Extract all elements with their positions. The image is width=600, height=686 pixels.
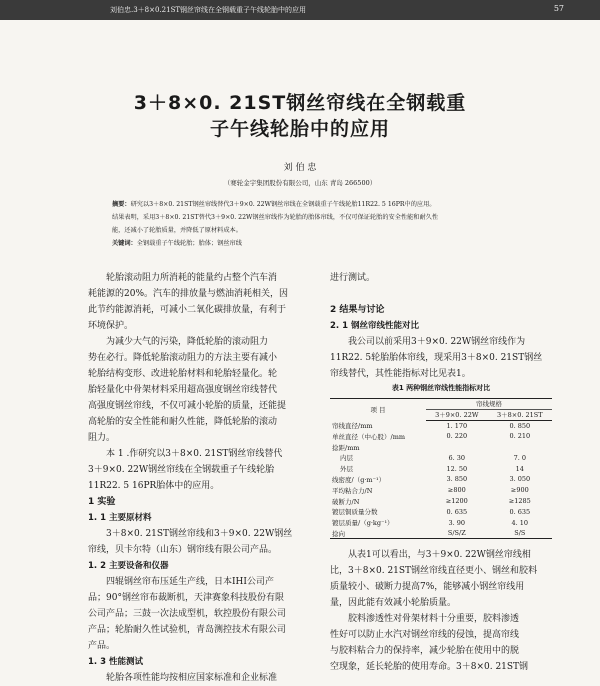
abstract-block [112, 198, 496, 250]
body-line: 产品。 [88, 641, 116, 651]
body-line: 帘线，贝卡尔特（山东）钢帘线有限公司产品。 [88, 545, 278, 555]
section-heading-results: 2 结果与讨论 [330, 305, 385, 315]
body-line: 性好可以防止水汽对钢丝帘线的侵蚀，提高帘线 [330, 630, 520, 640]
right-column-continued [330, 547, 552, 675]
table-body [330, 420, 552, 539]
body-line: 从表1可以看出，与3＋9×0. 22W钢丝帘线相 [348, 550, 531, 560]
article-title-line-1: 3＋8×0. 21ST钢丝帘线在全钢载重 [133, 92, 467, 114]
table-cell-item: 镀层质量/（g·kg⁻¹） [332, 519, 394, 528]
table-row [330, 463, 552, 474]
table-cell-value-a: ≥1200 [445, 497, 468, 506]
body-line: 环境保护。 [88, 321, 134, 331]
table-cell-item: 单丝直径（中心股）/mm [332, 432, 406, 441]
table-cell-item: 镀层铜质量分数 [332, 508, 378, 517]
keywords-text: 全钢载重子午线轮胎；胎体；钢丝帘线 [136, 240, 242, 247]
running-header [0, 0, 600, 20]
table-cell-value-a: 6. 30 [448, 453, 466, 462]
right-column [330, 270, 552, 382]
table-cell-value-a: 0. 635 [446, 507, 468, 516]
table-cell-item: 平均粘合力/N [332, 486, 373, 495]
table-cell-value-b: ≥1285 [508, 497, 531, 506]
table-row [330, 420, 552, 431]
page-number: 57 [553, 4, 564, 13]
table-cell-value-b: 0. 635 [509, 507, 531, 516]
table-row [330, 528, 552, 539]
table-cell-value-b: ≥900 [510, 486, 529, 495]
body-line: 轮胎结构变形、改进轮胎材料和轮胎轻量化。轮 [88, 369, 278, 379]
body-line: 量，因此能有效减小轮胎质量。 [330, 598, 457, 608]
table-cell-value-b: 14 [515, 464, 524, 473]
table-cell-item: 帘线直径/mm [332, 421, 373, 430]
table-row [330, 474, 552, 485]
keywords-line [112, 237, 496, 250]
table-row [330, 517, 552, 528]
body-line: 耗能源的20%。汽车的排放量与燃油消耗相关，因 [88, 289, 289, 299]
table-row [330, 485, 552, 496]
table-cell-item: 线密度/（g·m⁻¹） [332, 475, 386, 484]
body-line: 3＋8×0. 21ST钢丝帘线和3＋9×0. 22W钢丝 [106, 529, 293, 539]
body-line: 阻力。 [88, 433, 116, 443]
table-cell-value-a: 0. 220 [446, 432, 468, 441]
running-title: 刘伯忠.3＋8×0.21ST钢丝帘线在全钢载重子午线轮胎中的应用 [110, 6, 307, 14]
abstract-line: 摘要：研究以3＋8×0. 21ST钢丝帘线替代3＋9×0. 22W钢丝帘线在全钢载重子午线轮胎11R22. 5 16PR中的应用。 [112, 201, 436, 208]
body-line: 空现象，延长轮胎的使用寿命。3＋8×0. 21ST钢 [330, 662, 529, 672]
spacer-line [330, 286, 552, 302]
table-cell-value-a: S/S/Z [426, 528, 488, 539]
body-line: 胶料渗透性对骨架材料十分重要，胶料渗透 [348, 614, 520, 624]
left-column [88, 270, 310, 686]
table-cell-value-b [488, 442, 552, 453]
body-line: 比，3＋8×0. 21ST钢丝帘线直径更小、钢丝和胶料 [330, 566, 538, 576]
body-line: 胎轻量化中骨架材料采用超高强度钢丝帘线替代 [88, 385, 278, 395]
body-line: 进行测试。 [330, 273, 376, 283]
subsection-heading-materials: 1. 1 主要原材料 [88, 513, 152, 523]
table-cell-value-b: 3. 050 [509, 475, 531, 484]
table-header-group: 帘线规格 [426, 399, 552, 410]
body-line: 此节约能源消耗，可减小二氧化碳排放量，有利于 [88, 305, 287, 315]
body-line: 帘线替代，其性能指标对比见表1。 [330, 369, 471, 379]
abstract-line: 结果表明，采用3＋8×0. 21ST替代3＋9×0. 22W钢丝帘线作为轮胎的胎体帘线，不仅可保证轮胎的安全性能和耐久性 [112, 214, 439, 221]
abstract-line: 能，还减小了轮胎质量，并降低了原材料成本。 [112, 227, 242, 234]
subsection-heading-equipment: 1. 2 主要设备和仪器 [88, 561, 169, 571]
table-cell-item: 捻向 [330, 528, 426, 539]
abstract-label: 摘要： [112, 201, 131, 208]
table-row [330, 431, 552, 442]
table-cell-value-a: 3. 90 [448, 518, 466, 527]
table-row [330, 496, 552, 507]
table-cell-item: 外层 [340, 465, 353, 474]
comparison-table [330, 398, 552, 539]
body-line: 高强度钢丝帘线，不仅可减小轮胎的质量，还能提 [88, 401, 287, 411]
table-cell-value-a: 3. 850 [446, 475, 468, 484]
table-cell-value-a: ≥800 [447, 486, 466, 495]
table-cell-item: 捻距/mm [332, 443, 360, 452]
body-line: 我公司以前采用3＋9×0. 22W钢丝帘线作为 [348, 337, 526, 347]
table-cell-value-b: S/S [488, 528, 552, 539]
table-row [330, 506, 552, 517]
body-line: 势在必行。降低轮胎滚动阻力的方法主要有减小 [88, 353, 278, 363]
body-line: 品；90°钢丝帘布裁断机，天津赛象科技股份有限 [88, 593, 284, 603]
body-line: 高轮胎的安全性能和耐久性能，降低轮胎的滚动 [88, 417, 278, 427]
table-caption: 表1 两种钢丝帘线性能指标对比 [391, 384, 491, 392]
table-row [330, 442, 552, 453]
table-header-item: 项 目 [330, 399, 426, 421]
body-line: 11R22. 5 16PR胎体中的应用。 [88, 481, 220, 491]
body-line: 本 1 .作研究以3＋8×0. 21ST钢丝帘线替代 [106, 449, 283, 459]
table-row [330, 452, 552, 463]
body-line: 与胶料粘合力的保持率，减少轮胎在使用中的脱 [330, 646, 520, 656]
table-cell-item: 内层 [340, 454, 353, 463]
body-line: 四辊钢丝帘布压延生产线，日本IHI公司产 [106, 577, 274, 587]
body-line: 质量较小、破断力提高7%，能够减小钢丝帘线用 [330, 582, 525, 592]
table-cell-value-b: 7. 0 [513, 453, 527, 462]
body-line: 3＋9×0. 22W钢丝帘线在全钢载重子午线轮胎 [88, 465, 275, 475]
table-cell-value-a: 12. 50 [446, 464, 468, 473]
subsection-heading-testing: 1. 3 性能测试 [88, 657, 143, 667]
subsection-heading-comparison: 2. 1 钢丝帘线性能对比 [330, 321, 419, 331]
body-line: 轮胎滚动阻力所消耗的能量约占整个汽车消 [106, 273, 278, 283]
table-cell-value-b: 0. 210 [509, 432, 531, 441]
table-cell-value-b: 4. 10 [511, 518, 529, 527]
table-cell-value-a: 1. 170 [446, 421, 468, 430]
body-line: 产品；轮胎耐久性试验机，青岛测控技术有限公司 [88, 625, 287, 635]
table-header-col-a: 3＋9×0. 22W [426, 409, 488, 420]
keywords-label: 关键词： [112, 240, 137, 247]
table-cell-value-b: 0. 850 [509, 421, 531, 430]
table-cell-item: 破断力/N [332, 497, 360, 506]
body-line: 为减少大气的污染，降低轮胎的滚动阻力 [106, 337, 269, 347]
table-header-col-b: 3＋8×0. 21ST [488, 409, 552, 420]
author-affiliation: （赛轮金宇集团股份有限公司，山东 青岛 266500） [223, 179, 377, 187]
article-title-line-2: 子午线轮胎中的应用 [209, 118, 390, 140]
body-line: 11R22. 5轮胎胎体帘线，现采用3＋8×0. 21ST钢丝 [330, 353, 543, 363]
section-heading-experiment: 1 实验 [88, 497, 116, 507]
body-line: 轮胎各项性能均按相应国家标准和企业标准 [106, 673, 278, 683]
body-line: 公司产品；三鼓一次法成型机，软控股份有限公司 [88, 609, 287, 619]
author-name: 刘 伯 忠 [283, 163, 317, 173]
table-cell-value-a [426, 442, 488, 453]
